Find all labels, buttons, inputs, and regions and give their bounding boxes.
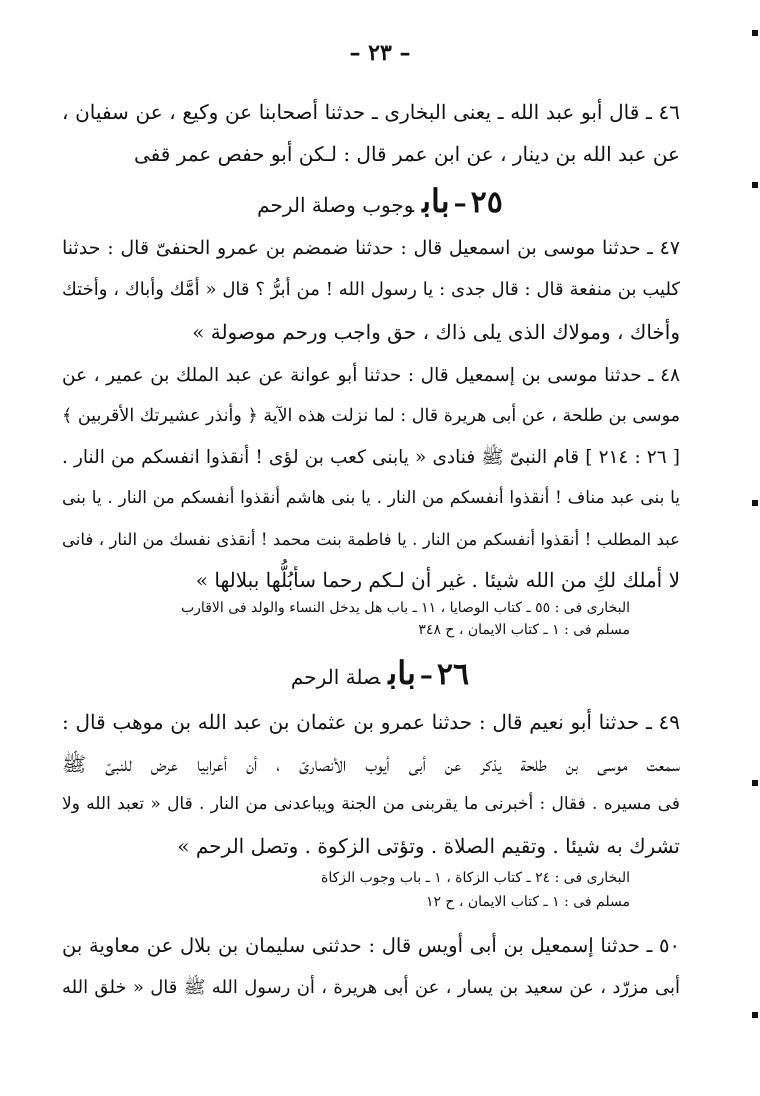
hadith-48-line-3: [ ٢٦ : ٢١٤ ] قام النبىّ ﷺ فنادى « يابنى كعب بن لؤى ! أنقذوا انفسكم من النار . — [62, 447, 680, 468]
scan-edge-mark — [752, 30, 758, 36]
hadith-48-line-6: لا أملك لكِ من الله شيئا . غير أن لـكم رحما سأبُلُّها ببلالها » — [195, 568, 680, 592]
hadith-49-line-1: ٤٩ ـ حدثنا أبو نعيم قال : حدثنا عمرو بن عثمان بن عبد الله بن موهب قال : — [62, 710, 680, 734]
chapter-26-bab: باب — [388, 654, 416, 692]
chapter-26-heading — [0, 654, 760, 692]
hadith-48-reference-bukhari: البخارى فى : ٥٥ ـ كتاب الوصايا ، ١١ ـ باب هل يدخل النساء والولد فى الاقارب — [180, 600, 630, 616]
chapter-26-number: ٢٦ — [436, 657, 470, 692]
scan-edge-mark — [752, 1012, 758, 1018]
hadith-47-line-1: ٤٧ ـ حدثنا موسى بن اسمعيل قال : حدثنا ضمضم بن عمرو الحنفىّ قال : حدثنا — [62, 237, 680, 259]
hadith-48-line-1: ٤٨ ـ حدثنا موسى بن إسمعيل قال : حدثنا أبو عوانة عن عبد الملك بن عمير ، عن — [62, 365, 680, 386]
hadith-49-line-4: تشرك به شيئا . وتقيم الصلاة . وتؤتى الزكوة . وتصل الرحم » — [177, 834, 680, 858]
hadith-48-line-2: موسى بن طلحة ، عن أبى هريرة قال : لما نزلت هذه الآية ﴿ وأنذر عشيرتك الأقربين ﴾ — [62, 406, 680, 426]
hadith-49-reference-bukhari: البخارى فى : ٢٤ ـ كتاب الزكاة ، ١ ـ باب وجوب الزكاة — [321, 870, 630, 886]
chapter-25-number: ٢٥ — [470, 185, 503, 220]
chapter-25-dash: – — [453, 189, 467, 219]
scan-edge-mark — [752, 780, 758, 786]
chapter-25-title: وجوب وصلة الرحم — [257, 193, 415, 217]
scan-edge-mark — [752, 500, 758, 506]
chapter-25-bab: باب — [422, 182, 450, 220]
hadith-46-line-1: ٤٦ ـ قال أبو عبد الله ـ يعنى البخارى ـ حدثنا أصحابنا عن وكيع ، عن سفيان ، — [62, 100, 681, 124]
hadith-50-line-2: أبى مزرّد ، عن سعيد بن يسار ، عن أبى هريرة ، أن رسول الله ﷺ قال « خلق الله — [62, 977, 680, 998]
hadith-48-reference-muslim: مسلم فى : ١ ـ كتاب الايمان ، ح ٣٤٨ — [418, 622, 630, 638]
hadith-46-line-2: عن عبد الله بن دينار ، عن ابن عمر قال : لـكن أبو حفص عمر قفى — [134, 142, 680, 166]
chapter-25-heading — [0, 182, 760, 220]
hadith-49-line-2: سمعت موسى بن طلحة يذكر عن أبى أيوب الأنصارىّ ، أن أعرابيا عرض للنبىّ ﷺ — [62, 752, 680, 776]
page-number: – ٢٣ – — [349, 40, 411, 66]
hadith-48-line-4: يا بنى عبد مناف ! أنقذوا أنفسكم من النار . يا بنى هاشم أنقذوا أنفسكم من النار . يا بنى — [62, 488, 680, 508]
hadith-47-line-3: وأخاك ، ومولاك الذى يلى ذاك ، حق واجب ورحم موصولة » — [192, 320, 680, 344]
hadith-49-line-3: فى مسيره . فقال : أخبرنى ما يقربنى من الجنة ويباعدنى من النار . قال « تعبد الله ولا — [62, 794, 680, 814]
hadith-47-line-2: كليب بن منفعة قال : قال جدى : يا رسول الله ! من أبرُّ ؟ قال « أمَّك وأباك ، وأختك — [62, 279, 680, 300]
hadith-50-line-1: ٥٠ ـ حدثنا إسمعيل بن أبى أويس قال : حدثنى سليمان بن بلال عن معاوية بن — [62, 934, 680, 957]
scan-edge-mark — [752, 182, 758, 188]
hadith-49-reference-muslim: مسلم فى : ١ ـ كتاب الايمان ، ح ١٢ — [425, 894, 630, 910]
chapter-26-dash: – — [419, 661, 433, 691]
chapter-26-title: صلة الرحم — [290, 665, 381, 689]
hadith-48-line-5: عبد المطلب ! أنقذوا أنفسكم من النار . يا فاطمة بنت محمد ! أنقذى نفسك من النار ، فانى — [62, 530, 680, 549]
